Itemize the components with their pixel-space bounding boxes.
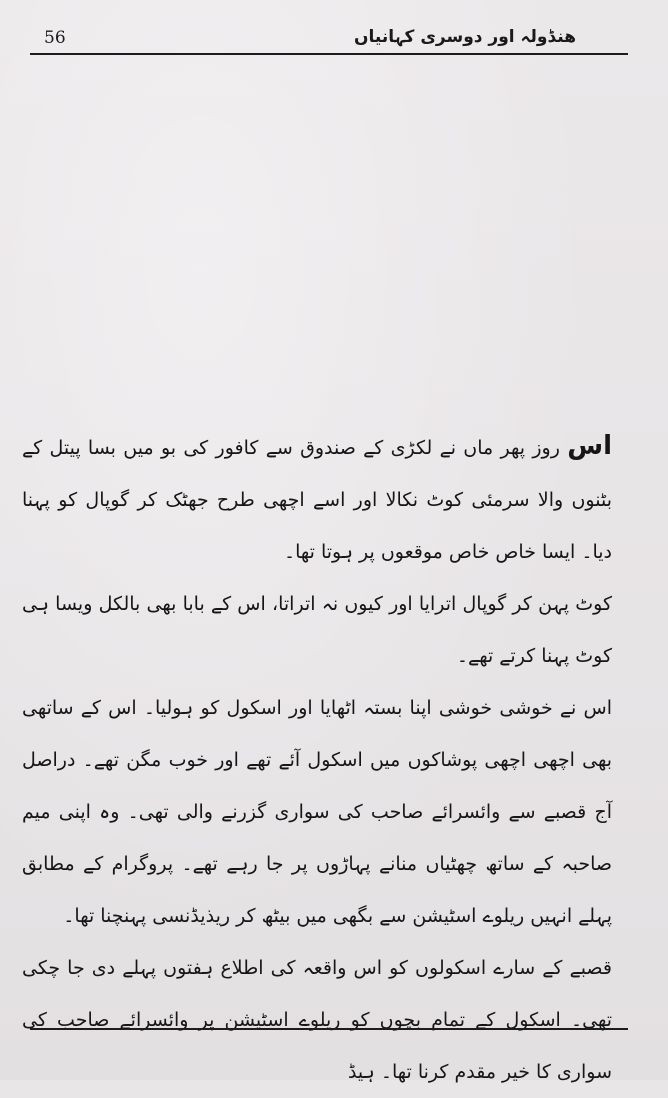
paragraph-4	[22, 942, 612, 1098]
paragraph-1	[22, 420, 612, 578]
paragraph-2-text: کوٹ پہن کر گوپال اترایا اور کیوں نہ اتراتا، اس کے بابا بھی بالکل ویسا ہی کوٹ پہنا کرتے تھے۔	[22, 593, 612, 667]
paragraph-3	[22, 682, 612, 942]
page-header	[0, 0, 668, 56]
paragraph-2	[22, 578, 612, 682]
running-title: ھنڈولہ اور دوسری کہانیاں	[353, 27, 576, 47]
page-number: 56	[44, 28, 66, 48]
footer-rule	[30, 1028, 628, 1030]
header-rule	[30, 53, 628, 55]
paragraph-4-text: قصبے کے سارے اسکولوں کو اس واقعہ کی اطلاع ہفتوں پہلے دی جا چکی تھی۔ اسکول کے تمام بچوں کو ریلوے اسٹیشن پر وائسرائے صاحب کی سواری کا خیر مقدم کرنا تھا۔ ہیڈ	[22, 957, 612, 1083]
body-text	[22, 420, 612, 1098]
paragraph-1-text: روز پھر ماں نے لکڑی کے صندوق سے کافور کی بو میں بسا پیتل کے بٹنوں والا سرمئی کوٹ نکالا اور اسے اچھی طرح جھٹک کر گوپال کو پہنا دیا۔ ایسا خاص خاص موقعوں پر ہوتا تھا۔	[22, 437, 612, 563]
paragraph-3-text: اس نے خوشی خوشی اپنا بستہ اٹھایا اور اسکول کو ہولیا۔ اس کے ساتھی بھی اچھی اچھی پوشاکوں میں اسکول آئے تھے اور خوب مگن تھے۔ دراصل آج قصبے سے وائسرائے صاحب کی سواری گزرنے والی تھی۔ وہ اپنی میم صاحبہ کے ساتھ چھٹیاں منانے پہاڑوں پر جا رہے تھے۔ پروگرام کے مطابق پہلے انہیں ریلوے اسٹیشن سے بگھی میں بیٹھ کر ریذیڈنسی پہنچنا تھا۔	[22, 697, 612, 927]
lead-word: اس	[567, 431, 612, 461]
